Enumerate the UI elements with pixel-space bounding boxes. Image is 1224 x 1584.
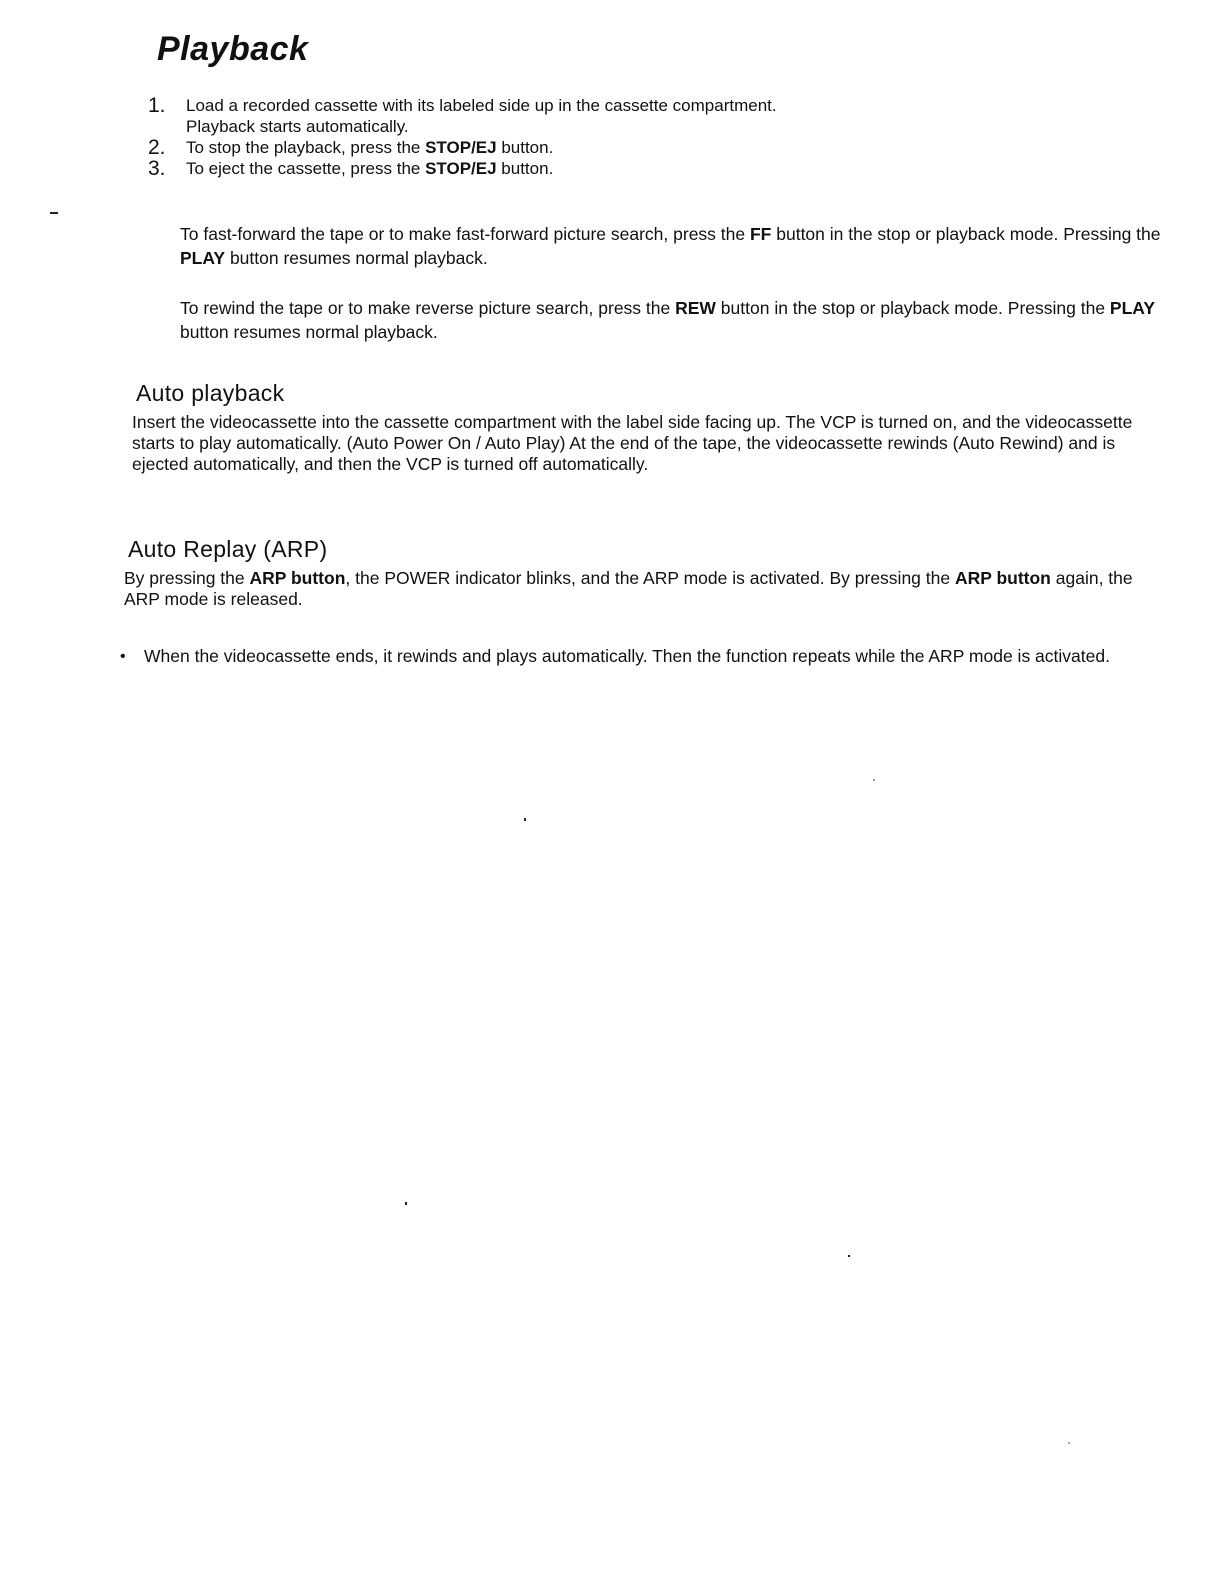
play-button-name: PLAY (180, 248, 226, 268)
ff-text-post: button resumes normal playback. (225, 248, 488, 268)
scan-mark (405, 1202, 407, 1205)
step-text (186, 158, 1128, 179)
arp-button-name: ARP button (249, 568, 346, 588)
button-name: STOP/EJ (425, 159, 497, 178)
step-text-pre: To eject the cassette, press the (186, 159, 426, 178)
arp-bullet-note (120, 646, 1150, 667)
play-button-name: PLAY (1109, 298, 1155, 318)
ff-text-pre: To fast-forward the tape or to make fast-forward picture search, press the (180, 224, 750, 244)
step-text-post: button. (496, 159, 554, 178)
step-number: 3. (148, 157, 166, 180)
bullet-icon: • (120, 648, 126, 665)
auto-playback-text: Insert the videocassette into the cassette compartment with the label side facing up. The VCP is turned on, and the videocassette starts to play automatically. (Auto Power On / Auto Play) At the end of the tape, the videocassette rewinds (Auto Rewind) and is ejected automatically, and then the VCP is turned off automatically. (132, 412, 1133, 474)
bullet-text: When the videocassette ends, it rewinds and plays automatically. Then the function repeats while the ARP mode is activated. (144, 646, 1110, 666)
ff-text-mid: button in the stop or playback mode. Pressing the (771, 224, 1161, 244)
ff-button-name: FF (749, 224, 772, 244)
scan-mark (50, 212, 58, 214)
rew-text-mid: button in the stop or playback mode. Pressing the (715, 298, 1110, 318)
steps-list (148, 95, 1128, 179)
rewind-paragraph (180, 296, 1180, 344)
step-line: Load a recorded cassette with its labeled side up in the cassette compartment. (186, 96, 777, 115)
step-3 (148, 158, 1128, 179)
step-text (186, 137, 1128, 158)
scan-mark (848, 1255, 850, 1257)
step-number: 2. (148, 136, 166, 159)
scan-mark (1068, 1442, 1070, 1444)
auto-replay-heading: Auto Replay (ARP) (128, 536, 328, 562)
step-number: 1. (148, 94, 166, 117)
auto-playback-heading: Auto playback (136, 380, 285, 406)
rew-text-post: button resumes normal playback. (180, 322, 438, 342)
scan-mark (873, 779, 875, 781)
step-text-pre: To stop the playback, press the (186, 138, 426, 157)
page-title: Playback (157, 30, 309, 68)
step-line: Playback starts automatically. (186, 117, 409, 136)
fast-forward-paragraph (180, 222, 1180, 270)
rew-button-name: REW (675, 298, 716, 318)
arp-button-name: ARP button (954, 568, 1051, 588)
step-text-post: button. (496, 138, 554, 157)
arp-text-pre: By pressing the (124, 568, 250, 588)
arp-text-post: again, the ARP mode is released. (124, 568, 1133, 609)
auto-replay-text (124, 568, 1134, 610)
step-2 (148, 137, 1128, 158)
scan-mark (524, 818, 526, 821)
step-text (186, 95, 1128, 137)
button-name: STOP/EJ (425, 138, 497, 157)
step-1 (148, 95, 1128, 137)
arp-text-mid: , the POWER indicator blinks, and the ARP mode is activated. By pressing the (345, 568, 955, 588)
rew-text-pre: To rewind the tape or to make reverse picture search, press the (180, 298, 676, 318)
